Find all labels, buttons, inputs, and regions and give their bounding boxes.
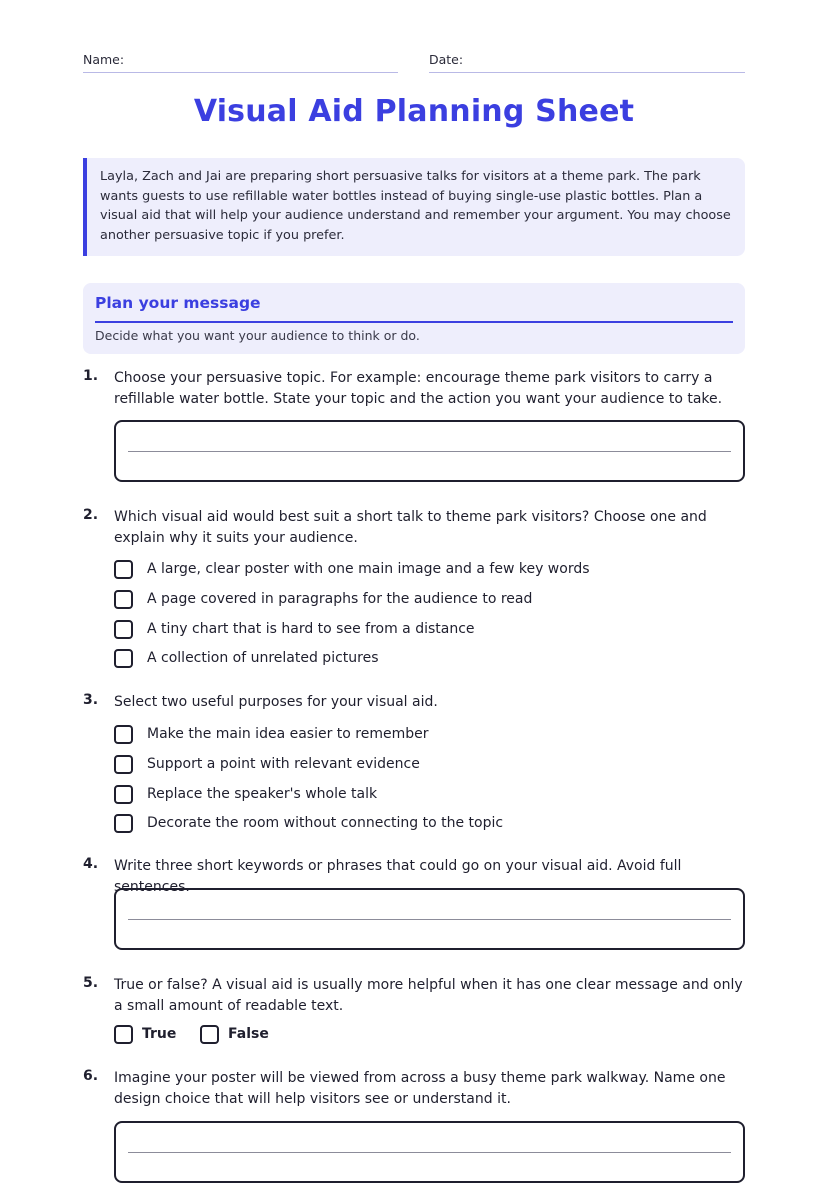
option-label: True [142,1026,177,1042]
section-divider [95,321,733,323]
question-text: Imagine your poster will be viewed from across a busy theme park walkway. Name one design choice that will help visitors see or understand it. [114,1070,726,1107]
option-label: Decorate the room without connecting to the topic [147,815,504,831]
option-label: Make the main idea easier to remember [147,726,429,742]
question-number: 4. [83,856,99,872]
page-title: Visual Aid Planning Sheet [193,94,635,129]
option-label: False [228,1026,269,1042]
question-number: 6. [83,1068,99,1084]
option-true[interactable] [114,1024,184,1048]
section-header [83,283,745,354]
answer-box[interactable] [114,420,745,482]
checkbox[interactable] [114,560,133,579]
question-number: 2. [83,507,99,523]
checkbox[interactable] [114,725,133,744]
option-label: A large, clear poster with one main image and a few key words [147,561,590,577]
checkbox[interactable] [114,755,133,774]
question-text: Choose your persuasive topic. For example: encourage theme park visitors to carry a refillable water bottle. State your topic and the action you want your audience to take. [114,370,723,407]
question-text: Select two useful purposes for your visual aid. [114,694,438,710]
option-label: A tiny chart that is hard to see from a distance [147,621,475,637]
checkbox[interactable] [114,785,133,804]
date-label: Date: [429,52,464,67]
option-label: Support a point with relevant evidence [147,756,420,772]
checkbox[interactable] [200,1025,219,1044]
checkbox[interactable] [114,590,133,609]
intro-callout: Layla, Zach and Jai are preparing short persuasive talks for visitors at a theme park. The park wants guests to use refillable water bottles instead of buying single-use plastic bottles. Plan a visual aid that will help your audience understand and remember your argument. You may choose another persuasive topic if you prefer. [83,158,745,256]
question-text: Which visual aid would best suit a short talk to theme park visitors? Choose one and explain why it suits your audience. [114,509,707,546]
answer-line [128,1152,731,1153]
answer-box[interactable] [114,1121,745,1183]
section-title: Plan your message [95,294,261,312]
question-number: 3. [83,692,99,708]
checkbox[interactable] [114,1025,133,1044]
option-label: A collection of unrelated pictures [147,650,379,666]
answer-line [128,451,731,452]
name-field[interactable] [83,52,398,73]
section-subtitle: Decide what you want your audience to think or do. [95,328,420,343]
header-fields [83,52,745,74]
option-label: Replace the speaker's whole talk [147,786,378,802]
question-number: 5. [83,975,99,991]
date-field[interactable] [429,52,745,73]
checkbox[interactable] [114,620,133,639]
checkbox[interactable] [114,649,133,668]
question-number: 1. [83,368,99,384]
option-false[interactable] [200,1024,280,1048]
answer-box[interactable] [114,888,745,950]
option-label: A page covered in paragraphs for the audience to read [147,591,533,607]
question-text: Write three short keywords or phrases that could go on your visual aid. Avoid full sentences. [114,858,682,895]
checkbox[interactable] [114,814,133,833]
answer-line [128,919,731,920]
question-text: True or false? A visual aid is usually more helpful when it has one clear message and only a small amount of readable text. [114,977,743,1014]
name-label: Name: [83,52,125,67]
